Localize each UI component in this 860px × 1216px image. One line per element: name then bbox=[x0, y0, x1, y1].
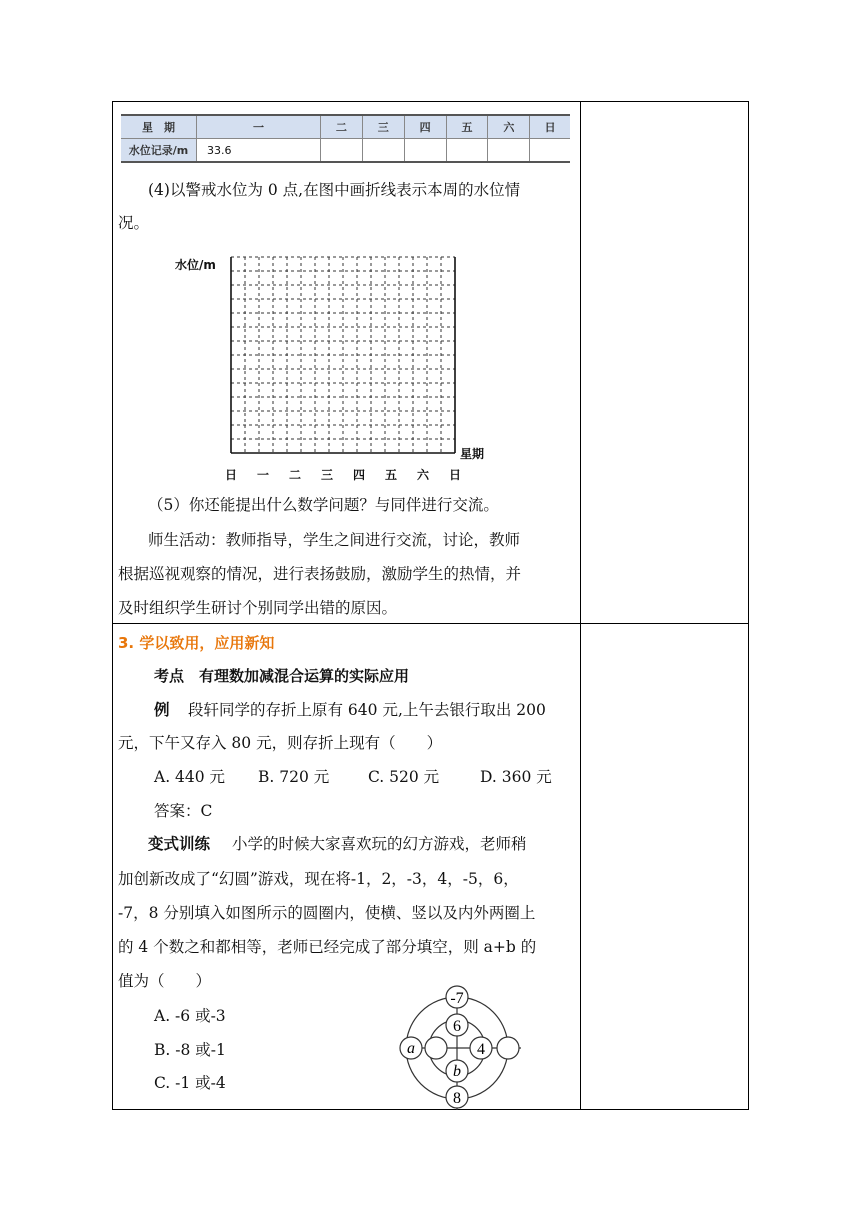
table-row-divider bbox=[112, 623, 749, 624]
node-left-label: a bbox=[407, 1040, 415, 1057]
variant-option-b: B. -8 或-1 bbox=[154, 1041, 226, 1059]
option-a: A. 440 元 bbox=[154, 768, 226, 786]
water-table-value bbox=[362, 139, 404, 163]
grid-x-tick: 三 bbox=[321, 468, 334, 482]
node-inner-bottom-label: b bbox=[453, 1063, 461, 1080]
grid-x-tick: 六 bbox=[417, 468, 430, 482]
variant-line5: 值为（ ） bbox=[118, 972, 212, 990]
water-table-header-row bbox=[121, 115, 570, 139]
activity-line3: 及时组织学生研讨个别同学出错的原因。 bbox=[118, 599, 398, 617]
table-border-middle bbox=[580, 101, 581, 1110]
grid-x-tick: 日 bbox=[449, 468, 462, 482]
water-table-day: 四 bbox=[404, 115, 446, 139]
table-border-right bbox=[748, 101, 749, 1110]
node-right-label: 4 bbox=[477, 1041, 485, 1058]
grid-x-tick: 二 bbox=[289, 468, 302, 482]
variant-option-c: C. -1 或-4 bbox=[154, 1074, 226, 1092]
item4-text-cont: 况。 bbox=[118, 214, 150, 232]
answer-text: 答案：C bbox=[154, 802, 213, 820]
node-inner-top bbox=[446, 1014, 468, 1036]
node-bottom bbox=[446, 1086, 468, 1108]
grid-x-tick: 五 bbox=[385, 468, 398, 482]
water-table-value bbox=[488, 139, 530, 163]
variant-option-a: A. -6 或-3 bbox=[154, 1007, 226, 1025]
variant-label: 变式训练 bbox=[148, 835, 211, 853]
option-b: B. 720 元 bbox=[258, 768, 330, 786]
water-table-day: 三 bbox=[362, 115, 404, 139]
grid-x-tick: 一 bbox=[257, 468, 270, 482]
grid-ylabel: 水位/m bbox=[175, 258, 216, 272]
water-table-row-label: 水位记录/m bbox=[121, 139, 197, 163]
option-c: C. 520 元 bbox=[368, 768, 440, 786]
node-inner-top-label: 6 bbox=[453, 1018, 461, 1035]
water-table-value: 33.6 bbox=[197, 139, 321, 163]
variant-line4: 的 4 个数之和都相等，老师已经完成了部分填空，则 a+b 的 bbox=[118, 938, 537, 956]
activity-line2: 根据巡视观察的情况，进行表扬鼓励，激励学生的热情，并 bbox=[118, 565, 522, 583]
water-table-day: 一 bbox=[197, 115, 321, 139]
node-bottom-label: 8 bbox=[453, 1090, 461, 1107]
water-table-day: 日 bbox=[530, 115, 570, 139]
water-table-value bbox=[446, 139, 488, 163]
option-d: D. 360 元 bbox=[480, 768, 552, 786]
kaodian-heading: 考点 有理数加减混合运算的实际应用 bbox=[154, 667, 410, 685]
variant-line3: -7，8 分别填入如图所示的圆圈内，使横、竖以及内外两圈上 bbox=[118, 904, 536, 922]
water-table-value bbox=[320, 139, 362, 163]
example-line1: 段轩同学的存折上原有 640 元,上午去银行取出 200 bbox=[188, 701, 546, 719]
water-table-day: 五 bbox=[446, 115, 488, 139]
water-table-value-row bbox=[121, 139, 570, 163]
example-line2: 元，下午又存入 80 元，则存折上现有（ ） bbox=[118, 734, 443, 752]
variant-line2: 加创新改成了“幻圆”游戏，现在将-1，2，-3，4，-5，6， bbox=[118, 870, 519, 888]
item4-text: (4)以警戒水位为 0 点,在图中画折线表示本周的水位情 bbox=[148, 181, 521, 199]
water-table-value bbox=[530, 139, 570, 163]
node-left-outer bbox=[400, 1037, 422, 1059]
item5-text: （5）你还能提出什么数学问题？与同伴进行交流。 bbox=[148, 496, 499, 514]
activity-line1: 师生活动：教师指导，学生之间进行交流，讨论，教师 bbox=[148, 531, 521, 549]
variant-line1: 小学的时候大家喜欢玩的幻方游戏，老师稍 bbox=[232, 835, 527, 853]
node-left-inner bbox=[425, 1037, 447, 1059]
node-top-label: -7 bbox=[450, 990, 464, 1007]
water-level-table bbox=[121, 114, 570, 163]
node-inner-bottom bbox=[446, 1060, 468, 1082]
grid-x-tick: 四 bbox=[353, 468, 366, 482]
section3-heading: 3. 学以致用，应用新知 bbox=[118, 634, 275, 652]
magic-circle-diagram bbox=[390, 960, 550, 1110]
grid-xlabel: 星期 bbox=[460, 447, 485, 461]
water-table-value bbox=[404, 139, 446, 163]
node-top bbox=[446, 986, 468, 1008]
water-table-day: 二 bbox=[320, 115, 362, 139]
water-table-header-label: 星 期 bbox=[121, 115, 197, 139]
example-label: 例 bbox=[154, 701, 170, 719]
table-border-left bbox=[112, 101, 113, 1110]
node-right-inner bbox=[470, 1037, 492, 1059]
water-table-day: 六 bbox=[488, 115, 530, 139]
table-border-top bbox=[112, 101, 749, 102]
grid-x-tick: 日 bbox=[225, 468, 238, 482]
node-right-outer bbox=[497, 1037, 519, 1059]
